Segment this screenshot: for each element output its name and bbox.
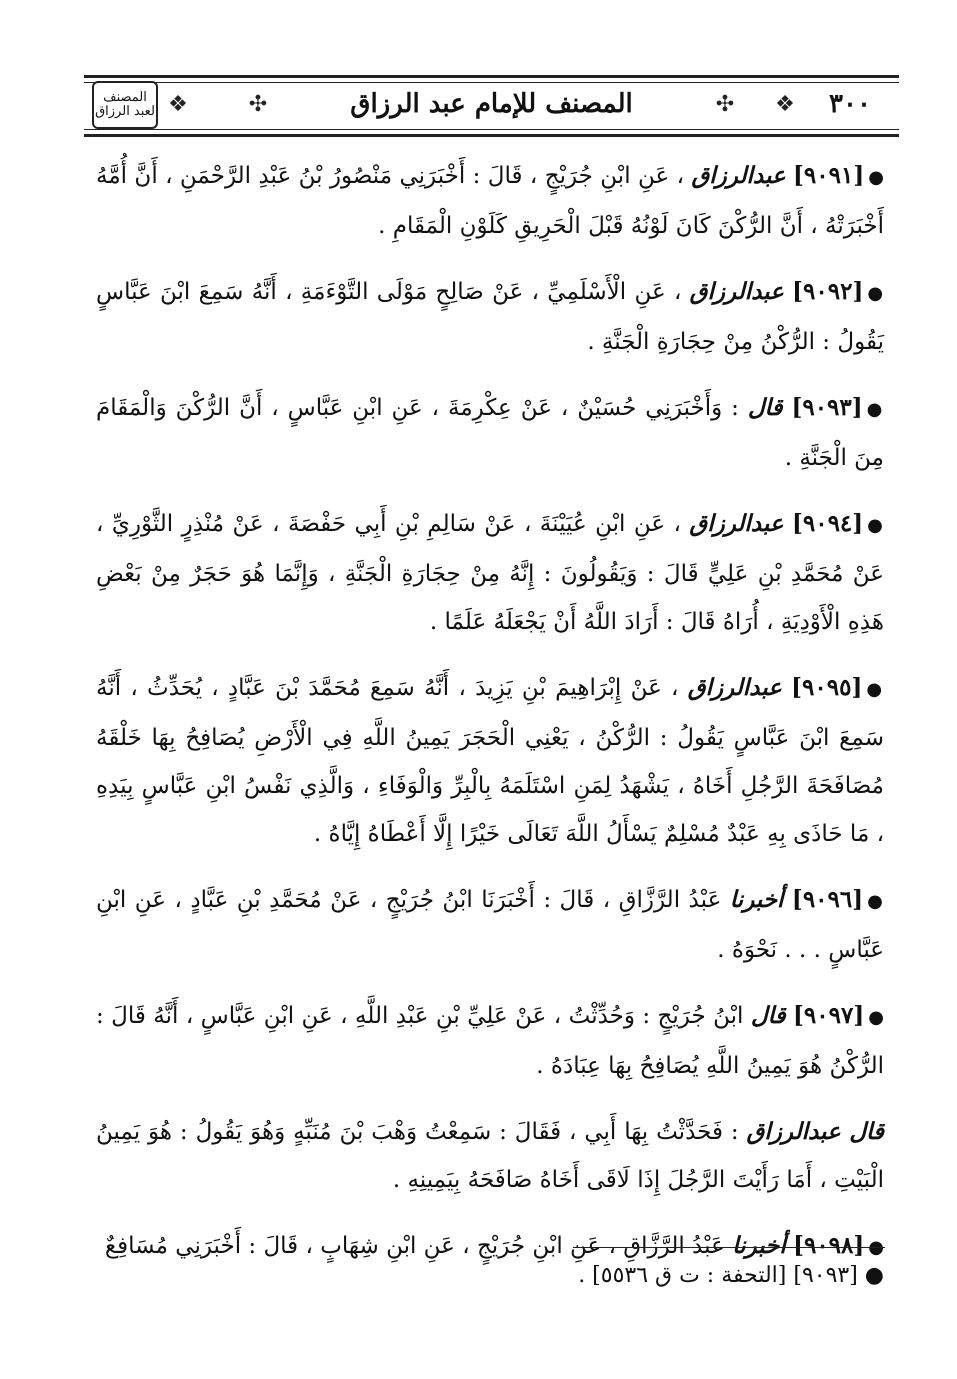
hadith-text: ، عَنِ ابْنِ جُرَيْجٍ ، قَالَ : أَخْبَرَنِي مَنْصُورُ بْنُ عَبْدِ الرَّحْمَنِ ، أَنَّ أُمَّهُ أَخْبَرَتْهُ ، أَنَّ الرُّكْنَ كَانَ لَوْنُهُ قَبْلَ الْحَرِيقِ كَلَوْنِ الْمَقَامِ . xyxy=(96,163,884,239)
ornament-icon: ✣ xyxy=(715,91,735,117)
commentary-paragraph xyxy=(96,1108,884,1204)
narrator-label: عبدالرزاق xyxy=(689,510,784,537)
hadith-text: ، عَنِ الْأَسْلَمِيِّ ، عَنْ صَالِحٍ مَوْلَى التَّوْءَمَةِ ، أَنَّهُ سَمِعَ ابْنَ عَبَّاسٍ يَقُولُ : الرُّكْنُ مِنْ حِجَارَةِ الْجَنَّةِ . xyxy=(96,279,884,355)
hadith-text: ، عَنِ ابْنِ عُيَيْنَةَ ، عَنْ سَالِمِ بْنِ أَبِي حَفْصَةَ ، عَنْ مُنْذِرٍ الثَّوْرِيِّ ، عَنْ مُحَمَّدِ بْنِ عَلِيٍّ قَالَ : وَيَقُولُونَ : إِنَّهُ مِنْ حِجَارَةِ الْجَنَّةِ ، وَإِنَّمَا هُوَ حَجَرٌ مِنْ بَعْضِ هَذِهِ الْأَوْدِيَةِ ، أُرَاهُ قَالَ : أَرَادَ اللَّهُ أَنْ يَجْعَلَهُ عَلَمًا . xyxy=(96,511,884,635)
hadith-number: [٩٠٩٥] xyxy=(791,674,863,701)
hadith-paragraph xyxy=(96,268,884,366)
hadith-number: [٩٠٩٧] xyxy=(793,1002,865,1029)
bullet-icon: ● xyxy=(868,1007,885,1028)
hadith-paragraph xyxy=(96,664,884,858)
narrator-label: قال xyxy=(750,1002,786,1029)
hadith-number: [٩٠٩٣] xyxy=(791,394,863,421)
bullet-icon: ● xyxy=(867,283,885,304)
footnote-divider xyxy=(573,1247,885,1248)
narrator-label: عبدالرزاق xyxy=(691,162,786,189)
bullet-icon: ● xyxy=(867,891,884,912)
hadith-text: : فَحَدَّثْتُ بِهَا أَبِي ، فَقَالَ : سَمِعْتُ وَهْبَ بْنَ مُنَبِّهٍ وَهُوَ يَقُولُ : هُوَ يَمِينُ الْبَيْتِ ، أَمَا رَأَيْتَ الرَّجُلَ إِذَا لَاقَى أَخَاهُ صَافَحَهُ بِيَمِينِهِ . xyxy=(96,1119,884,1193)
footnote xyxy=(96,1258,884,1294)
hadith-paragraph xyxy=(96,500,884,646)
hadith-paragraph xyxy=(96,992,884,1090)
ornament-icon: ✣ xyxy=(248,91,268,117)
hadith-number: [٩٠٩٦] xyxy=(791,886,864,913)
narrator-label: قال عبدالرزاق xyxy=(746,1118,884,1145)
narrator-label: قال xyxy=(747,394,783,421)
running-title: المصنف للإمام عبد الرزاق xyxy=(350,89,633,119)
hadith-number: [٩٠٩٢] xyxy=(792,278,864,305)
ornament-icon: ❖ xyxy=(775,91,795,117)
page-number: ٣٠٠ xyxy=(829,89,871,119)
narrator-label: عبدالرزاق xyxy=(689,278,784,305)
book-seal-logo: المصنف لعبد الرزاق xyxy=(92,81,158,129)
hadith-paragraph xyxy=(96,152,884,250)
page-header xyxy=(84,75,899,137)
bullet-icon: ● xyxy=(867,515,884,536)
hadith-number: [٩٠٩٨] xyxy=(793,1232,865,1259)
hadith-number: [٩٠٩٤] xyxy=(791,510,864,537)
hadith-text: ابْنُ جُرَيْجٍ : وَحُدِّثْتُ ، عَنْ عَلِيِّ بْنِ عَبْدِ اللَّهِ ، عَنِ ابْنِ عَبَّاسٍ ، أَنَّهُ قَالَ : الرُّكْنُ هُوَ يَمِينُ اللَّهِ يُصَافِحُ بِهَا عِبَادَهُ . xyxy=(96,1003,884,1079)
main-text xyxy=(96,152,884,1290)
hadith-number: [٩٠٩١] xyxy=(793,162,865,189)
narrator-label: أخبرنا xyxy=(732,1232,786,1259)
narrator-label: أخبرنا xyxy=(729,886,784,913)
footnote-text: [٩٠٩٣] [التحفة : ت ق ٥٥٣٦] . xyxy=(578,1263,858,1288)
hadith-text: : وَأَخْبَرَنِي حُسَيْنٌ ، عَنْ عِكْرِمَةَ ، عَنِ ابْنِ عَبَّاسٍ ، أَنَّ الرُّكْنَ وَالْمَقَامَ مِنَ الْجَنَّةِ . xyxy=(96,395,884,471)
hadith-paragraph xyxy=(96,384,884,482)
bullet-icon: ● xyxy=(868,167,885,188)
hadith-text: ، عَنْ إِبْرَاهِيمَ بْنِ يَزِيدَ ، أَنَّهُ سَمِعَ مُحَمَّدَ بْنَ عَبَّادٍ ، يُحَدِّثُ ، أَنَّهُ سَمِعَ ابْنَ عَبَّاسٍ يَقُولُ : الرُّكْنُ ، يَعْنِي الْحَجَرَ يَمِينُ اللَّهِ فِي الْأَرْضِ يُصَافِحُ بِهَا خَلْقَهُ مُصَافَحَةَ الرَّجُلِ أَخَاهُ ، يَشْهَدُ لِمَنِ اسْتَلَمَهُ بِالْبِرِّ وَالْوَفَاءِ ، وَالَّذِي نَفْسُ ابْنِ عَبَّاسٍ بِيَدِهِ ، مَا حَاذَى بِهِ عَبْدٌ مُسْلِمٌ يَسْأَلُ اللَّهَ تَعَالَى خَيْرًا إِلَّا أَعْطَاهُ إِيَّاهُ . xyxy=(96,675,884,847)
narrator-label: عبدالرزاق xyxy=(687,674,782,701)
hadith-paragraph xyxy=(96,876,884,974)
bullet-icon: ● xyxy=(864,1263,884,1288)
hadith-text: عَبْدُ الرَّزَّاقِ ، قَالَ : أَخْبَرَنَا ابْنُ جُرَيْجٍ ، عَنْ مُحَمَّدِ بْنِ عَبَّادٍ ، عَنِ ابْنِ عَبَّاسٍ . . . نَحْوَهُ . xyxy=(96,887,884,963)
bullet-icon: ● xyxy=(866,679,884,700)
bullet-icon: ● xyxy=(868,1237,884,1258)
bullet-icon: ● xyxy=(866,399,884,420)
ornament-icon: ❖ xyxy=(168,91,188,117)
hadith-text: عَبْدُ الرَّزَّاقِ ، عَنِ ابْنِ جُرَيْجٍ ، عَنِ ابْنِ شِهَابٍ ، قَالَ : أَخْبَرَنِي مُسَافِعٌ xyxy=(104,1233,725,1259)
